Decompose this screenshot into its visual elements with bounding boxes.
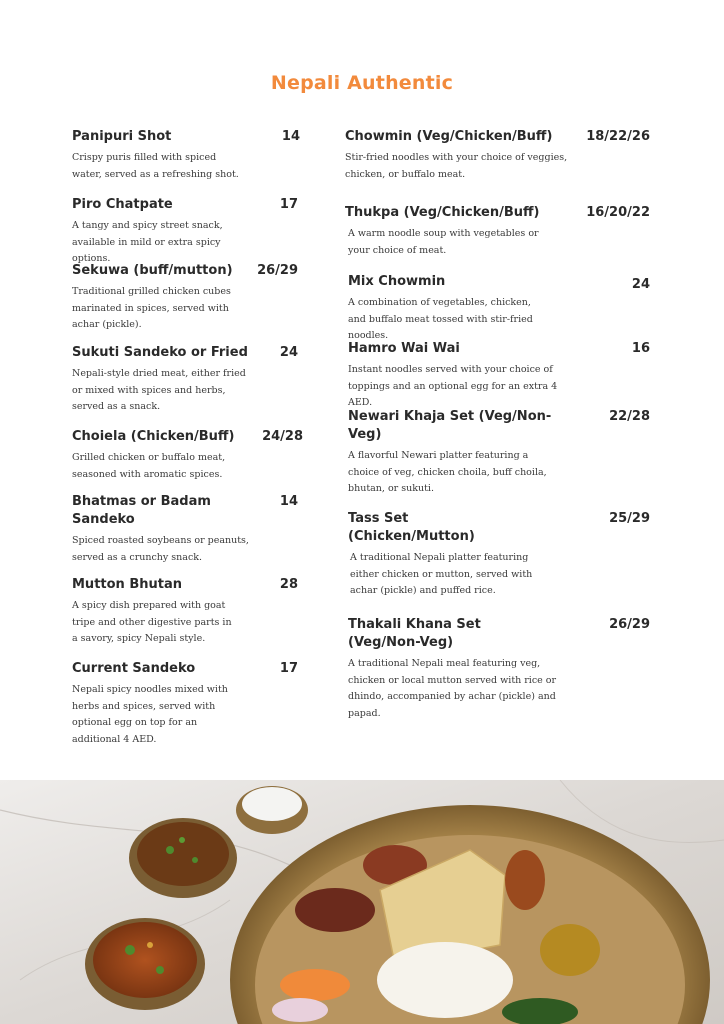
item-description: A warm noodle soup with vegetables or your choice of meat. [348, 228, 539, 256]
item-description: Grilled chicken or buffalo meat, seasoned with aromatic spices. [72, 452, 226, 480]
item-price: 16 [631, 341, 650, 356]
menu-item [345, 510, 653, 600]
page-title: Nepali Authentic [270, 72, 454, 94]
item-description: A spicy dish prepared with goat tripe and other digestive parts in a savory, spicy Nepali style. [72, 600, 232, 644]
item-name: Panipuri Shot [72, 129, 172, 144]
item-description: Crispy puris filled with spiced water, served as a refreshing shot. [72, 152, 239, 180]
food-photo [0, 780, 724, 1024]
item-price: 26/29 [609, 617, 650, 632]
item-description: A combination of vegetables, chicken, and buffalo meat tossed with stir-fried noodles. [348, 297, 533, 341]
item-name: Sekuwa (buff/mutton) [72, 263, 233, 278]
item-description: Nepali spicy noodles mixed with herbs and spices, served with optional egg on top for an additional 4 AED. [72, 684, 228, 745]
menu-item [345, 340, 653, 412]
item-name: Choiela (Chicken/Buff) [72, 429, 235, 444]
item-name: Tass Set (Chicken/Mutton) [348, 511, 475, 544]
item-description: Nepali-style dried meat, either fried or mixed with spices and herbs, served as a snack. [72, 368, 246, 412]
item-description: Stir-fried noodles with your choice of veggies, chicken, or buffalo meat. [345, 152, 568, 180]
item-price: 17 [279, 661, 298, 676]
menu-item [345, 273, 653, 345]
item-name: Newari Khaja Set (Veg/Non-Veg) [348, 409, 552, 442]
item-description: Spiced roasted soybeans or peanuts, served as a crunchy snack. [72, 535, 249, 563]
menu-item [72, 493, 302, 566]
menu-item [72, 344, 302, 416]
item-price: 25/29 [609, 511, 650, 526]
item-name: Bhatmas or Badam Sandeko [72, 494, 211, 527]
item-name: Thukpa (Veg/Chicken/Buff) [345, 205, 540, 220]
item-description: A traditional Nepali meal featuring veg, chicken or local mutton served with rice or dhindo, accompanied by achar (pickle) and papad. [348, 658, 557, 719]
item-name: Chowmin (Veg/Chicken/Buff) [345, 129, 553, 144]
item-price: 16/20/22 [586, 205, 650, 220]
item-description: A traditional Nepali platter featuring either chicken or mutton, served with achar (pickle) and puffed rice. [350, 552, 533, 596]
menu-item [345, 204, 653, 259]
item-name: Mix Chowmin [348, 274, 446, 289]
item-description: Traditional grilled chicken cubes marinated in spices, served with achar (pickle). [72, 286, 231, 330]
menu-item [72, 660, 302, 748]
item-name: Current Sandeko [72, 661, 196, 676]
item-price: 14 [281, 129, 300, 144]
item-description: Instant noodles served with your choice of toppings and an optional egg for an extra 4 AED. [348, 364, 558, 408]
item-name: Sukuti Sandeko or Fried [72, 345, 248, 360]
item-name: Hamro Wai Wai [348, 341, 460, 356]
menu-item [345, 408, 653, 498]
menu-item [72, 196, 302, 268]
item-price: 18/22/26 [586, 129, 650, 144]
item-price: 22/28 [609, 409, 650, 424]
menu-item [72, 262, 302, 334]
menu-item [345, 128, 653, 183]
item-price: 28 [279, 577, 298, 592]
item-description: A flavorful Newari platter featuring a choice of veg, chicken choila, buff choila, bhutan, or sukuti. [348, 450, 547, 494]
item-price: 14 [279, 494, 298, 509]
item-price: 17 [279, 197, 298, 212]
item-price: 24 [279, 345, 298, 360]
menu-item [72, 128, 302, 183]
item-name: Thakali Khana Set (Veg/Non-Veg) [348, 617, 481, 650]
item-price: 24 [631, 277, 650, 292]
item-name: Piro Chatpate [72, 197, 173, 212]
item-price: 26/29 [257, 263, 298, 278]
menu-item [72, 576, 302, 648]
item-description: A tangy and spicy street snack, available in mild or extra spicy options. [72, 220, 223, 264]
menu-item [345, 616, 653, 722]
item-name: Mutton Bhutan [72, 577, 182, 592]
item-price: 24/28 [262, 429, 303, 444]
menu-item [72, 428, 302, 483]
